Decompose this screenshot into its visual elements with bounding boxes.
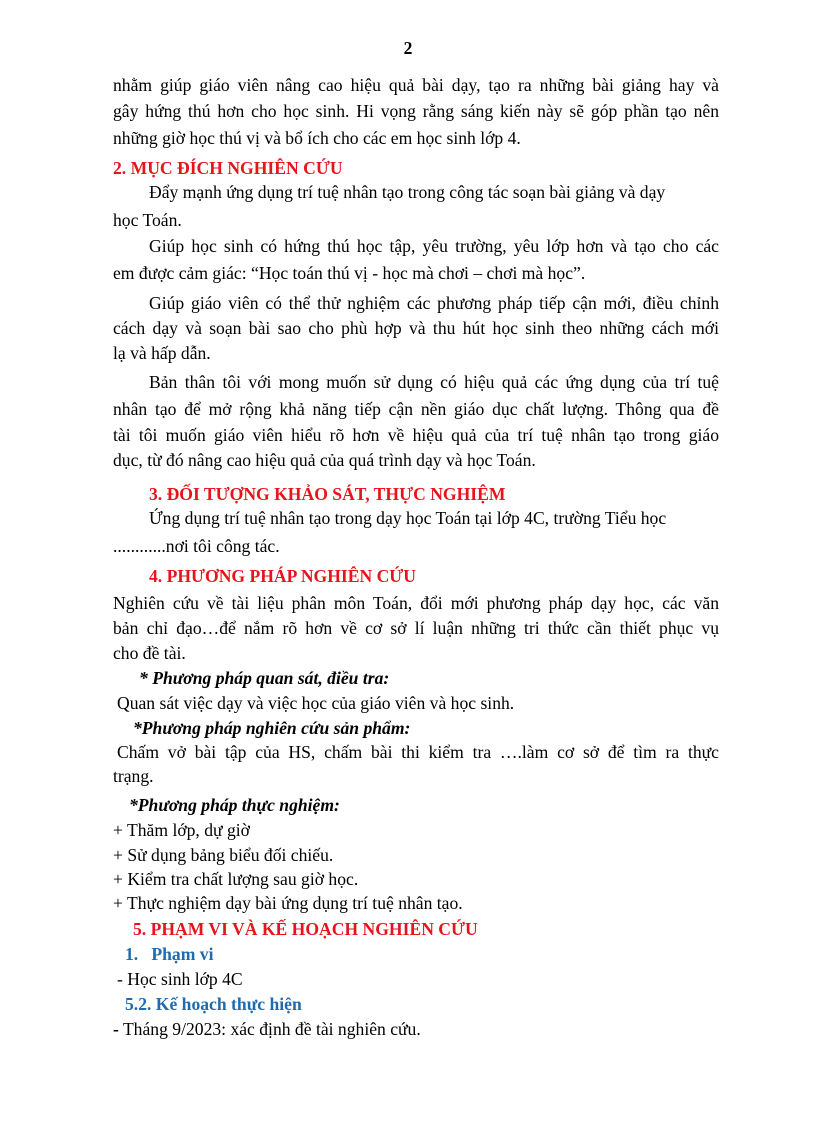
- section-2-p3-line-2: cách dạy và soạn bài sao cho phù hợp và thu hút học sinh theo những cách mới: [113, 318, 719, 338]
- plan-dash: -: [113, 1019, 119, 1039]
- intro-line-2: gây hứng thú hơn cho học sinh. Hi vọng rằng sáng kiến này sẽ góp phần tạo nên: [113, 101, 719, 121]
- experiment-item: + Thăm lớp, dự giờ: [113, 820, 250, 840]
- section-4-heading: 4. PHƯƠNG PHÁP NGHIÊN CỨU: [149, 566, 416, 586]
- section-2-p1-line-2: học Toán.: [113, 210, 182, 230]
- section-5-scope-text: - Học sinh lớp 4C: [117, 969, 243, 989]
- section-4-p1-line-1: Nghiên cứu về tài liệu phân môn Toán, đổi mới phương pháp dạy học, các văn: [113, 593, 719, 613]
- section-2-p2-line-2: em được cảm giác: “Học toán thú vị - học mà chơi – chơi mà học”.: [113, 263, 586, 283]
- experiment-item: + Kiểm tra chất lượng sau giờ học.: [113, 869, 359, 889]
- method-product-line-2: trạng.: [113, 766, 154, 786]
- section-2-p2-line-1: Giúp học sinh có hứng thú học tập, yêu trường, yêu lớp hơn và tạo cho các: [149, 236, 719, 256]
- section-2-p3-line-1: Giúp giáo viên có thể thử nghiệm các phương pháp tiếp cận mới, điều chỉnh: [149, 293, 719, 313]
- section-5-plan-text: [113, 1019, 421, 1040]
- method-experiment-title: *Phương pháp thực nghiệm:: [129, 795, 340, 815]
- plan-item-text: Tháng 9/2023: xác định đề tài nghiên cứu.: [118, 1019, 421, 1039]
- method-observation-title: * Phương pháp quan sát, điều tra:: [139, 668, 390, 688]
- experiment-item: + Thực nghiệm dạy bài ứng dụng trí tuệ nhân tạo.: [113, 893, 463, 913]
- intro-line-1: nhằm giúp giáo viên nâng cao hiệu quả bài dạy, tạo ra những bài giảng hay và: [113, 75, 719, 95]
- section-3-line-2: ............nơi tôi công tác.: [113, 536, 280, 556]
- method-product-line-1: Chấm vở bài tập của HS, chấm bài thi kiểm tra ….làm cơ sở để tìm ra thực: [117, 742, 719, 762]
- section-2-p4-line-3: tài tôi muốn giáo viên hiểu rõ hơn về hiệu quả của trí tuệ nhân tạo trong giáo: [113, 425, 719, 445]
- method-product-title: *Phương pháp nghiên cứu sản phẩm:: [133, 718, 411, 738]
- section-2-heading: 2. MỤC ĐÍCH NGHIÊN CỨU: [113, 158, 343, 178]
- section-2-p4-line-2: nhân tạo để mở rộng khả năng tiếp cận nền giáo dục chất lượng. Thông qua đề: [113, 399, 719, 419]
- section-3-heading: 3. ĐỐI TƯỢNG KHẢO SÁT, THỰC NGHIỆM: [149, 484, 506, 504]
- section-2-p4-line-1: Bản thân tôi với mong muốn sử dụng có hiệu quả các ứng dụng của trí tuệ: [149, 372, 719, 392]
- section-5-heading: 5. PHẠM VI VÀ KẾ HOẠCH NGHIÊN CỨU: [133, 919, 478, 939]
- section-2-p4-line-4: dục, từ đó nâng cao hiệu quả của quá trình dạy và học Toán.: [113, 450, 536, 470]
- method-observation-text: Quan sát việc dạy và việc học của giáo viên và học sinh.: [117, 693, 515, 713]
- section-2-p3-line-3: lạ và hấp dẫn.: [113, 343, 211, 363]
- section-2-p1-line-1: Đẩy mạnh ứng dụng trí tuệ nhân tạo trong công tác soạn bài giảng và dạy: [149, 182, 666, 202]
- page-number: 2: [403, 38, 413, 58]
- experiment-item: + Sử dụng bảng biểu đối chiếu.: [113, 845, 334, 865]
- intro-line-3: những giờ học thú vị và bổ ích cho các em học sinh lớp 4.: [113, 128, 521, 148]
- section-3-line-1: Ứng dụng trí tuệ nhân tạo trong dạy học Toán tại lớp 4C, trường Tiểu học: [149, 508, 667, 528]
- section-5-sub-scope: 1. Phạm vi: [125, 944, 214, 964]
- section-4-p1-line-2: bản chỉ đạo…để nắm rõ hơn về cơ sở lí luận những tri thức cần thiết phục vụ: [113, 618, 719, 638]
- section-5-sub-plan: 5.2. Kế hoạch thực hiện: [125, 994, 302, 1014]
- section-4-p1-line-3: cho đề tài.: [113, 643, 186, 663]
